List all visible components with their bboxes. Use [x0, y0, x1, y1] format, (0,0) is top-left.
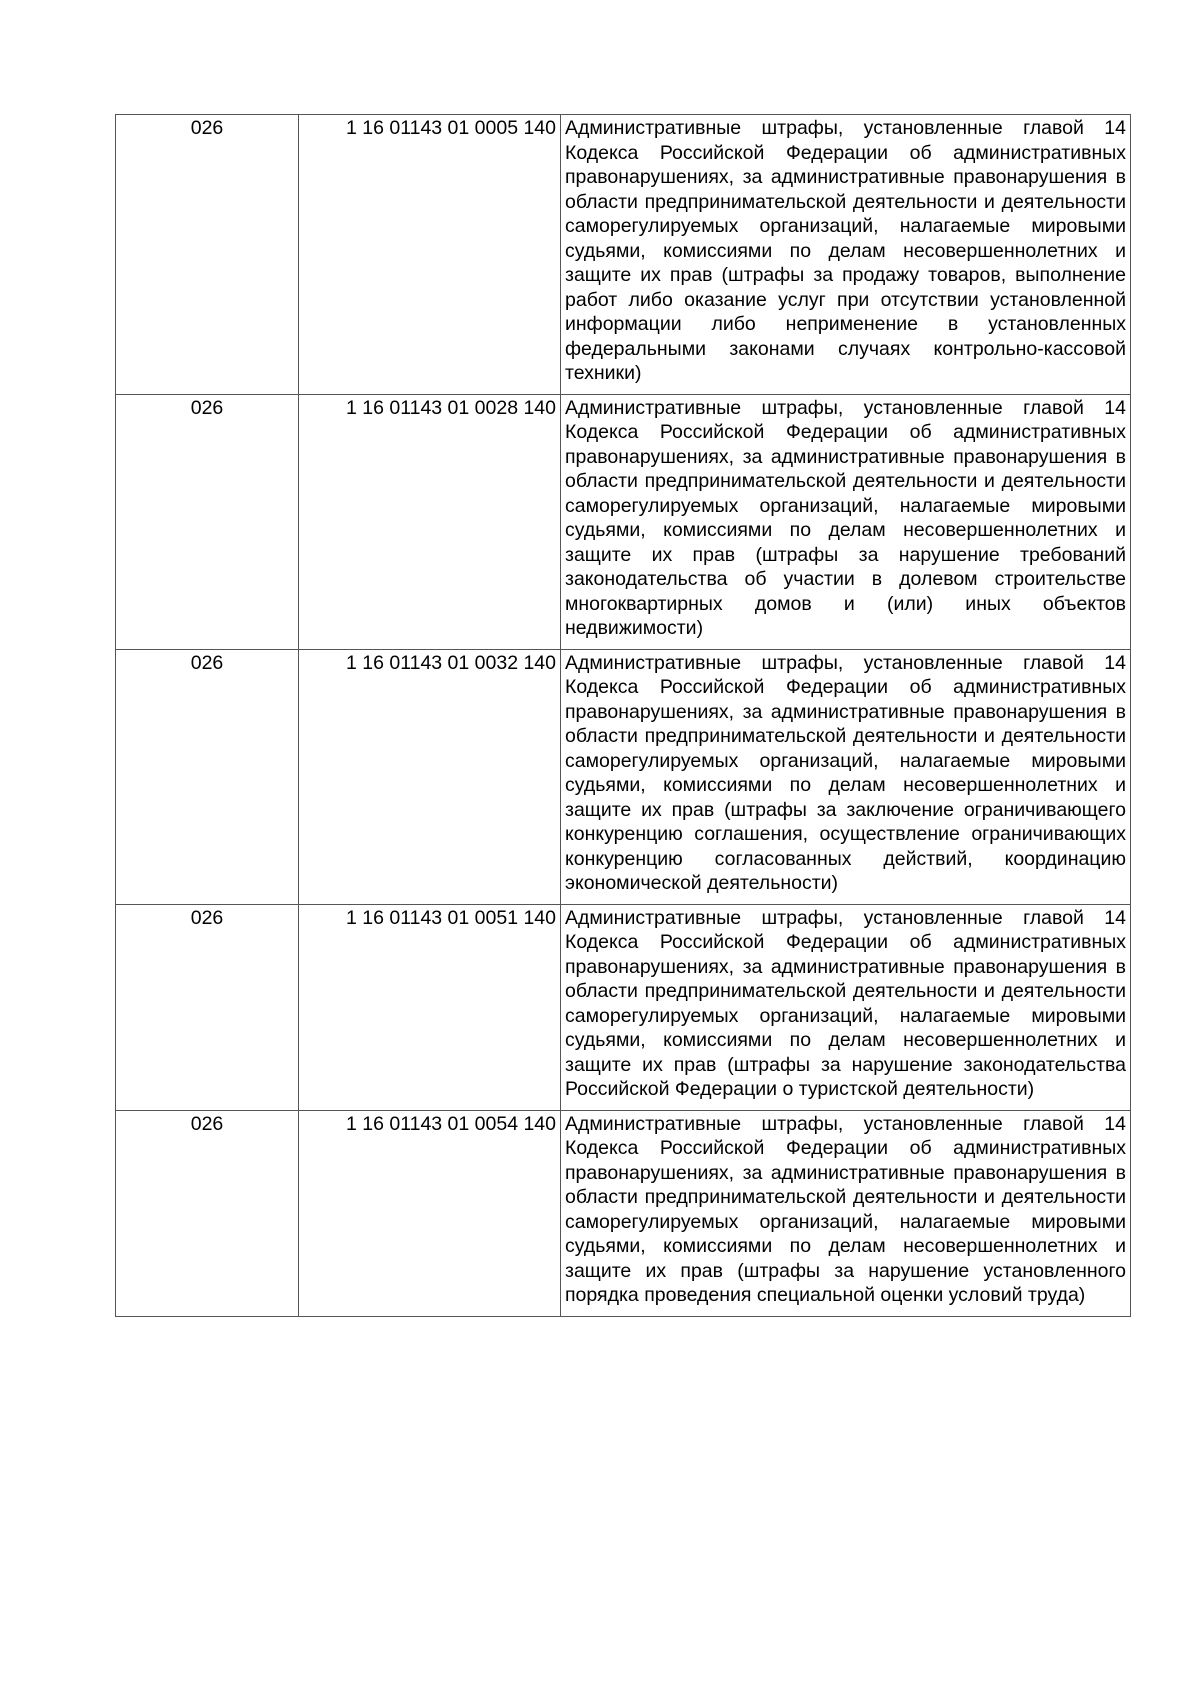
- table-row: [116, 115, 1131, 395]
- table-row: [116, 1110, 1131, 1316]
- budget-codes-table: [115, 114, 1131, 1317]
- administrator-code-cell: 026: [116, 649, 299, 904]
- budget-classification-code-cell: 1 16 01143 01 0032 140: [299, 649, 561, 904]
- administrator-code-cell: 026: [116, 904, 299, 1110]
- budget-classification-code-cell: 1 16 01143 01 0054 140: [299, 1110, 561, 1316]
- budget-classification-code-cell: 1 16 01143 01 0051 140: [299, 904, 561, 1110]
- budget-classification-code-cell: 1 16 01143 01 0028 140: [299, 394, 561, 649]
- table-row: [116, 394, 1131, 649]
- income-name-cell: Административные штрафы, установленные главой 14 Кодекса Российской Федерации об административных правонарушениях, за административные правонарушения в области предпринимательской деятельности и деятельности саморегулируемых организаций, налагаемые мировыми судьями, комиссиями по делам несовершеннолетних и защите их прав (штрафы за нарушение требований законодательства об участии в долевом строительстве многоквартирных домов и (или) иных объектов недвижимости): [561, 394, 1131, 649]
- budget-classification-code-cell: 1 16 01143 01 0005 140: [299, 115, 561, 395]
- income-name-cell: Административные штрафы, установленные главой 14 Кодекса Российской Федерации об административных правонарушениях, за административные правонарушения в области предпринимательской деятельности и деятельности саморегулируемых организаций, налагаемые мировыми судьями, комиссиями по делам несовершеннолетних и защите их прав (штрафы за продажу товаров, выполнение работ либо оказание услуг при отсутствии установленной информации либо неприменение в установленных федеральными законами случаях контрольно-кассовой техники): [561, 115, 1131, 395]
- table-row: [116, 904, 1131, 1110]
- table-row: [116, 649, 1131, 904]
- income-name-cell: Административные штрафы, установленные главой 14 Кодекса Российской Федерации об административных правонарушениях, за административные правонарушения в области предпринимательской деятельности и деятельности саморегулируемых организаций, налагаемые мировыми судьями, комиссиями по делам несовершеннолетних и защите их прав (штрафы за нарушение законодательства Российской Федерации о туристской деятельности): [561, 904, 1131, 1110]
- income-name-cell: Административные штрафы, установленные главой 14 Кодекса Российской Федерации об административных правонарушениях, за административные правонарушения в области предпринимательской деятельности и деятельности саморегулируемых организаций, налагаемые мировыми судьями, комиссиями по делам несовершеннолетних и защите их прав (штрафы за нарушение установленного порядка проведения специальной оценки условий труда): [561, 1110, 1131, 1316]
- administrator-code-cell: 026: [116, 1110, 299, 1316]
- income-name-cell: Административные штрафы, установленные главой 14 Кодекса Российской Федерации об административных правонарушениях, за административные правонарушения в области предпринимательской деятельности и деятельности саморегулируемых организаций, налагаемые мировыми судьями, комиссиями по делам несовершеннолетних и защите их прав (штрафы за заключение ограничивающего конкуренцию соглашения, осуществление ограничивающих конкуренцию согласованных действий, координацию экономической деятельности): [561, 649, 1131, 904]
- administrator-code-cell: 026: [116, 394, 299, 649]
- table-body: [116, 115, 1131, 1317]
- administrator-code-cell: 026: [116, 115, 299, 395]
